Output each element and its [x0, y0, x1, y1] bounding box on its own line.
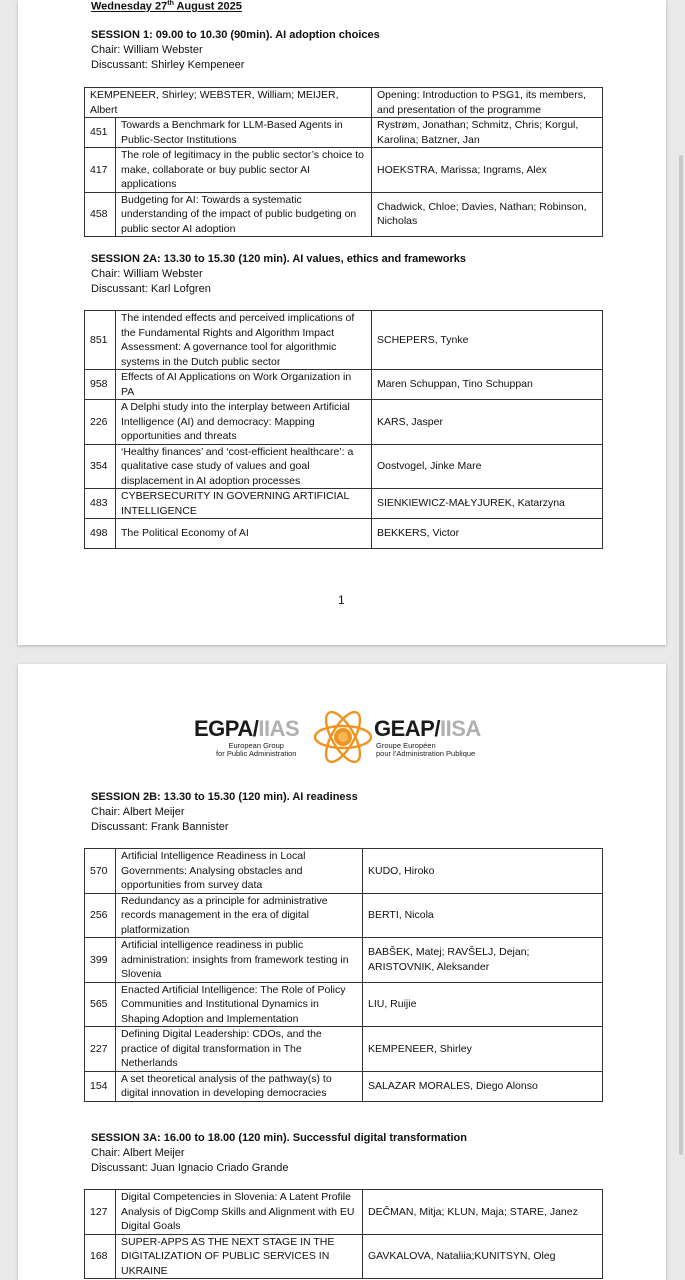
paper-authors: SCHEPERS, Tynke	[372, 311, 603, 370]
paper-authors: BEKKERS, Victor	[372, 519, 603, 549]
egpa-logo	[194, 704, 494, 770]
table-row	[85, 489, 603, 519]
opening-presenters: KEMPENEER, Shirley; WEBSTER, William; MEIJER, Albert	[85, 88, 372, 118]
table-row	[85, 192, 603, 237]
paper-title: Budgeting for AI: Towards a systematic understanding of the impact of public budgeting on public sector AI adoption	[116, 192, 372, 237]
paper-title: A Delphi study into the interplay between Artificial Intelligence (AI) and democracy: Mapping opportunities and threats	[116, 400, 372, 445]
paper-number: 565	[85, 982, 116, 1027]
paper-title: Redundancy as a principle for administrative records management in the era of digital platformization	[116, 893, 363, 938]
table-row	[85, 444, 603, 489]
paper-number: 498	[85, 519, 116, 549]
session-discussant: Discussant: Karl Lofgren	[91, 283, 211, 295]
table-row	[85, 400, 603, 445]
paper-authors: Oostvogel, Jinke Mare	[372, 444, 603, 489]
table-row	[85, 88, 603, 118]
logo-right-subtitle: Groupe Européen pour l’Administration Publique	[376, 741, 476, 758]
paper-title: The role of legitimacy in the public sector’s choice to make, collaborate or buy public sector AI applications	[116, 148, 372, 193]
paper-title: The Political Economy of AI	[116, 519, 372, 549]
document-page-1	[18, 0, 666, 645]
logo-right-wordmark: GEAP/IISA	[374, 716, 481, 741]
paper-authors: SIENKIEWICZ-MAŁYJUREK, Katarzyna	[372, 489, 603, 519]
paper-title: Enacted Artificial Intelligence: The Role of Policy Communities and Institutional Dynamics in Shaping Adoption and Implementation	[116, 982, 363, 1027]
paper-title: Effects of AI Applications on Work Organization in PA	[116, 370, 372, 400]
session-discussant: Discussant: Shirley Kempeneer	[91, 59, 245, 71]
session-3a-table	[84, 1189, 603, 1279]
paper-number: 451	[85, 118, 116, 148]
paper-authors: BERTI, Nicola	[363, 893, 603, 938]
paper-title: Artificial Intelligence Readiness in Local Governments: Analysing obstacles and opportunities from survey data	[116, 849, 363, 894]
paper-number: 483	[85, 489, 116, 519]
paper-title: Towards a Benchmark for LLM-Based Agents in Public-Sector Institutions	[116, 118, 372, 148]
table-row	[85, 1234, 603, 1279]
session-discussant: Discussant: Juan Ignacio Criado Grande	[91, 1162, 289, 1174]
paper-title: SUPER-APPS AS THE NEXT STAGE IN THE DIGITALIZATION OF PUBLIC SERVICES IN UKRAINE	[116, 1234, 363, 1279]
paper-title: A set theoretical analysis of the pathway(s) to digital innovation in developing democracies	[116, 1071, 363, 1101]
logo-left-subtitle: European Group for Public Administration	[216, 741, 297, 758]
session-title: SESSION 2A: 13.30 to 15.30 (120 min). AI values, ethics and frameworks	[91, 253, 466, 265]
paper-authors: HOEKSTRA, Marissa; Ingrams, Alex	[372, 148, 603, 193]
date-heading: Wednesday 27th August 2025	[91, 0, 242, 13]
paper-authors: BABŠEK, Matej; RAVŠELJ, Dejan; ARISTOVNIK, Aleksander	[363, 938, 603, 983]
table-row	[85, 1027, 603, 1072]
session-chair: Chair: Albert Meijer	[91, 806, 185, 818]
paper-number: 458	[85, 192, 116, 237]
session-discussant: Discussant: Frank Bannister	[91, 821, 229, 833]
paper-title: Digital Competencies in Slovenia: A Latent Profile Analysis of DigComp Skills and Alignment with EU Digital Goals	[116, 1190, 363, 1235]
table-row	[85, 370, 603, 400]
session-chair: Chair: William Webster	[91, 268, 203, 280]
paper-title: ‘Healthy finances’ and ‘cost-efficient healthcare’: a qualitative case study of values and goal displacement in AI adoption processes	[116, 444, 372, 489]
scrollbar[interactable]	[679, 155, 683, 1155]
paper-number: 226	[85, 400, 116, 445]
paper-authors: KEMPENEER, Shirley	[363, 1027, 603, 1072]
session-chair: Chair: Albert Meijer	[91, 1147, 185, 1159]
paper-authors: KARS, Jasper	[372, 400, 603, 445]
paper-number: 417	[85, 148, 116, 193]
atom-emblem-icon	[312, 704, 374, 770]
table-row	[85, 982, 603, 1027]
table-row	[85, 938, 603, 983]
table-row	[85, 148, 603, 193]
page-number: 1	[338, 593, 345, 607]
paper-authors: LIU, Ruijie	[363, 982, 603, 1027]
paper-number: 570	[85, 849, 116, 894]
session-2b-header	[91, 790, 358, 835]
paper-authors: DEČMAN, Mitja; KLUN, Maja; STARE, Janez	[363, 1190, 603, 1235]
paper-title: Defining Digital Leadership: CDOs, and the practice of digital transformation in The Netherlands	[116, 1027, 363, 1072]
paper-authors: Maren Schuppan, Tino Schuppan	[372, 370, 603, 400]
paper-title: CYBERSECURITY IN GOVERNING ARTIFICIAL INTELLIGENCE	[116, 489, 372, 519]
paper-number: 958	[85, 370, 116, 400]
paper-authors: KUDO, Hiroko	[363, 849, 603, 894]
session-3a-header	[91, 1131, 467, 1176]
paper-number: 227	[85, 1027, 116, 1072]
table-row	[85, 893, 603, 938]
table-row	[85, 311, 603, 370]
opening-description: Opening: Introduction to PSG1, its members, and presentation of the programme	[372, 88, 603, 118]
table-row	[85, 1071, 603, 1101]
paper-authors: GAVKALOVA, Nataliia;KUNITSYN, Oleg	[363, 1234, 603, 1279]
session-title: SESSION 2B: 13.30 to 15.30 (120 min). AI readiness	[91, 791, 358, 803]
paper-number: 256	[85, 893, 116, 938]
table-row	[85, 519, 603, 549]
document-page-2	[18, 664, 666, 1280]
session-title: SESSION 3A: 16.00 to 18.00 (120 min). Successful digital transformation	[91, 1132, 467, 1144]
session-1-table	[84, 87, 603, 237]
paper-number: 399	[85, 938, 116, 983]
paper-number: 851	[85, 311, 116, 370]
session-2a-header	[91, 252, 466, 297]
session-chair: Chair: William Webster	[91, 44, 203, 56]
paper-title: The intended effects and perceived implications of the Fundamental Rights and Algorithm Impact Assessment: A governance tool for algorithmic systems in the Dutch public sector	[116, 311, 372, 370]
session-2a-table	[84, 310, 603, 549]
session-1-header	[91, 28, 380, 73]
paper-authors: Chadwick, Chloe; Davies, Nathan; Robinson, Nicholas	[372, 192, 603, 237]
session-title: SESSION 1: 09.00 to 10.30 (90min). AI adoption choices	[91, 29, 380, 41]
table-row	[85, 849, 603, 894]
paper-number: 168	[85, 1234, 116, 1279]
paper-authors: Rystrøm, Jonathan; Schmitz, Chris; Korgul, Karolina; Batzner, Jan	[372, 118, 603, 148]
table-row	[85, 118, 603, 148]
logo-left-wordmark: EGPA/IIAS	[194, 716, 300, 741]
session-2b-table	[84, 848, 603, 1102]
paper-number: 127	[85, 1190, 116, 1235]
paper-title: Artificial intelligence readiness in public administration: insights from framework testing in Slovenia	[116, 938, 363, 983]
paper-number: 354	[85, 444, 116, 489]
paper-number: 154	[85, 1071, 116, 1101]
table-row	[85, 1190, 603, 1235]
paper-authors: SALAZAR MORALES, Diego Alonso	[363, 1071, 603, 1101]
